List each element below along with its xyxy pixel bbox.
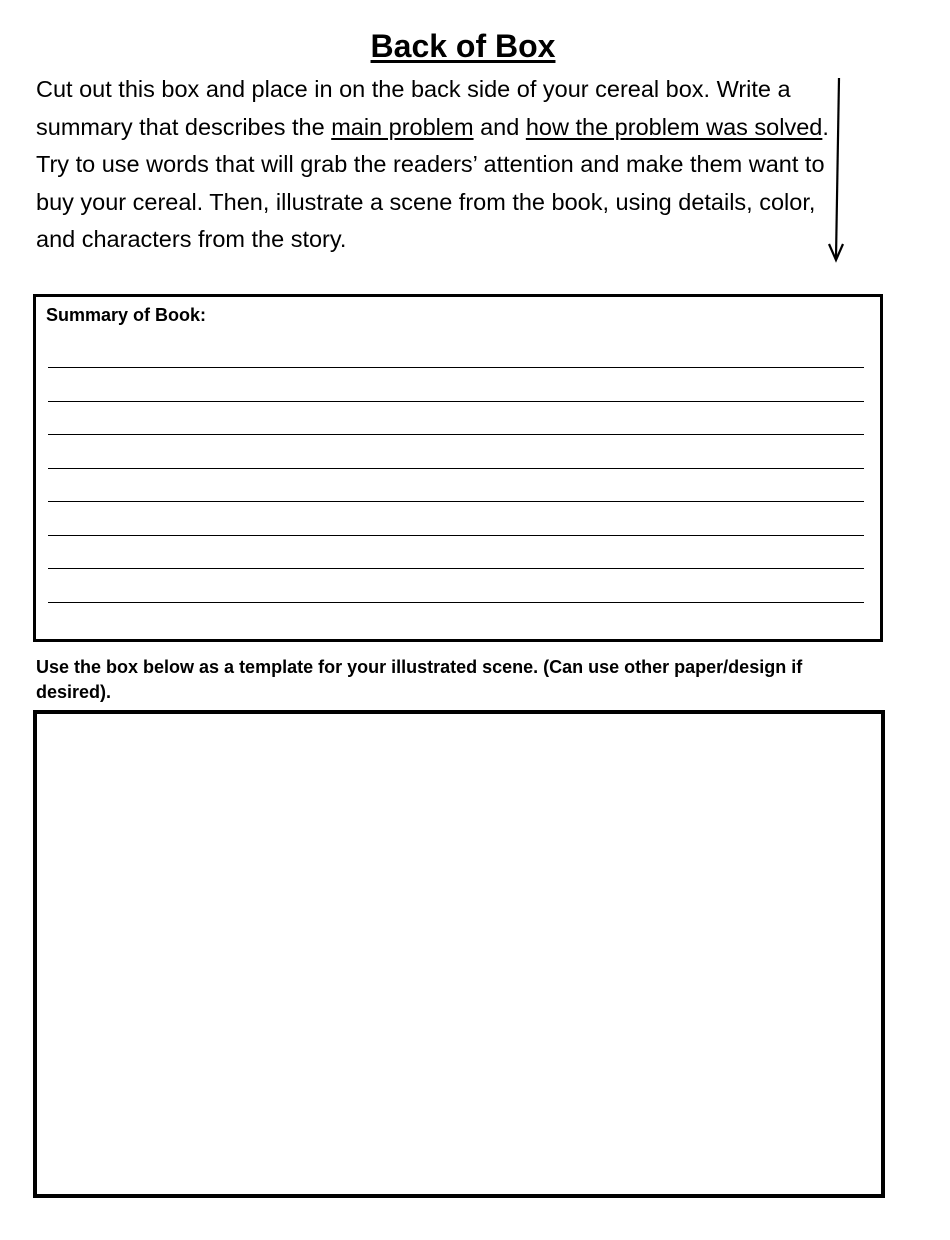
writing-line-4[interactable] bbox=[48, 468, 864, 469]
writing-line-2[interactable] bbox=[48, 401, 864, 402]
main-problem-emphasis: main problem bbox=[331, 113, 474, 140]
instructions-part-3: . Try to use words that will grab the readers’ attention and make them want to buy your cereal. Then, illustrate a scene from the book, using details, color, and characters from the story. bbox=[36, 113, 829, 253]
instructions-part-1: Cut out this box and place in on the back side of your cereal box. Write a summary that describes the bbox=[36, 76, 791, 140]
summary-box bbox=[33, 294, 883, 642]
problem-solved-emphasis: how the problem was solved bbox=[525, 113, 823, 140]
template-instructions: Use the box below as a template for your illustrated scene. (Can use other paper/design if desired). bbox=[36, 657, 803, 702]
writing-line-1[interactable] bbox=[48, 367, 864, 368]
writing-line-7[interactable] bbox=[48, 568, 864, 569]
instructions-part-2: and bbox=[473, 113, 526, 140]
down-arrow-icon bbox=[826, 78, 850, 264]
writing-line-5[interactable] bbox=[48, 501, 864, 502]
page-title: Back of Box bbox=[370, 28, 556, 64]
writing-line-3[interactable] bbox=[48, 434, 864, 435]
instructions-text bbox=[36, 71, 836, 259]
summary-label: Summary of Book: bbox=[46, 305, 207, 325]
writing-line-6[interactable] bbox=[48, 535, 864, 536]
illustration-box[interactable] bbox=[33, 710, 885, 1198]
writing-line-8[interactable] bbox=[48, 602, 864, 603]
